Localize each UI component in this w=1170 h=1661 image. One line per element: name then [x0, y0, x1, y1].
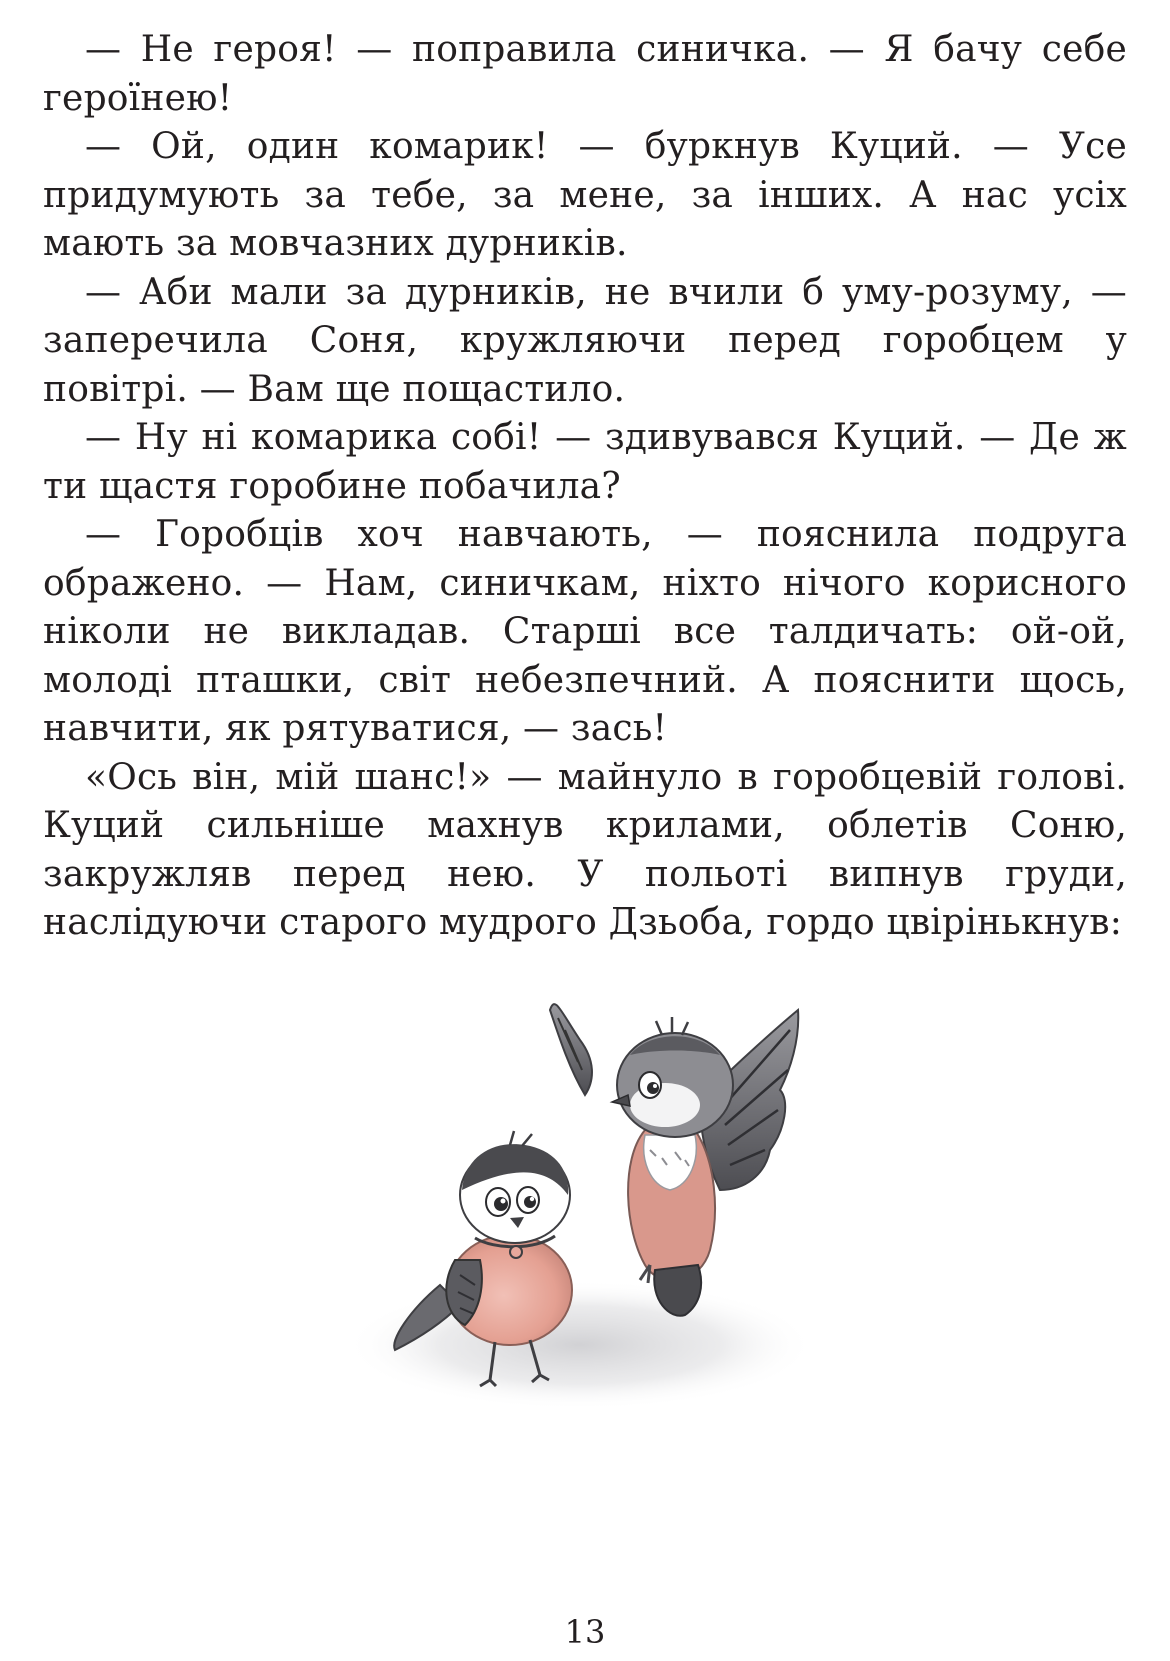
paragraph: «Ось він, мій шанс!» — майнуло в горобцевій голові. Куций сильніше махнув крилами, облетів Соню, закружляв перед нею. У польоті випнув груди, наслідуючи старого мудрого Дзьоба, гордо цвірінькнув: — [43, 756, 1127, 943]
story-text — [43, 26, 1127, 948]
sparrow-bird — [550, 1004, 798, 1316]
ground-shadow — [345, 1280, 815, 1410]
paragraph: — Ой, один комарик! — буркнув Куций. — Усе придумують за тебе, за мене, за інших. А нас усіх мають за мовчазних дурників. — [43, 126, 1127, 264]
titmouse-pendant — [510, 1246, 522, 1258]
paragraph: — Горобців хоч навчають, — пояснила подруга ображено. — Нам, синичкам, ніхто нічого корисного ніколи не викладав. Старші все талдичать: ой-ой, молоді пташки, світ небезпечний. А пояснити щось, навчити, як рятуватися, — зась! — [43, 514, 1127, 749]
paragraph: — Ну ні комарика собі! — здивувався Куций. — Де ж ти щастя горобине побачила? — [43, 417, 1127, 507]
sparrow-left-wing — [550, 1004, 592, 1095]
page-number: 13 — [564, 1613, 606, 1651]
paragraph: — Не героя! — поправила синичка. — Я бачу себе героїнею! — [43, 29, 1127, 119]
paragraph: — Аби мали за дурників, не вчили б уму-розуму, — заперечила Соня, кружляючи перед горобцем у повітрі. — Вам ще пощастило. — [43, 271, 1127, 410]
birds-illustration — [340, 1000, 820, 1470]
